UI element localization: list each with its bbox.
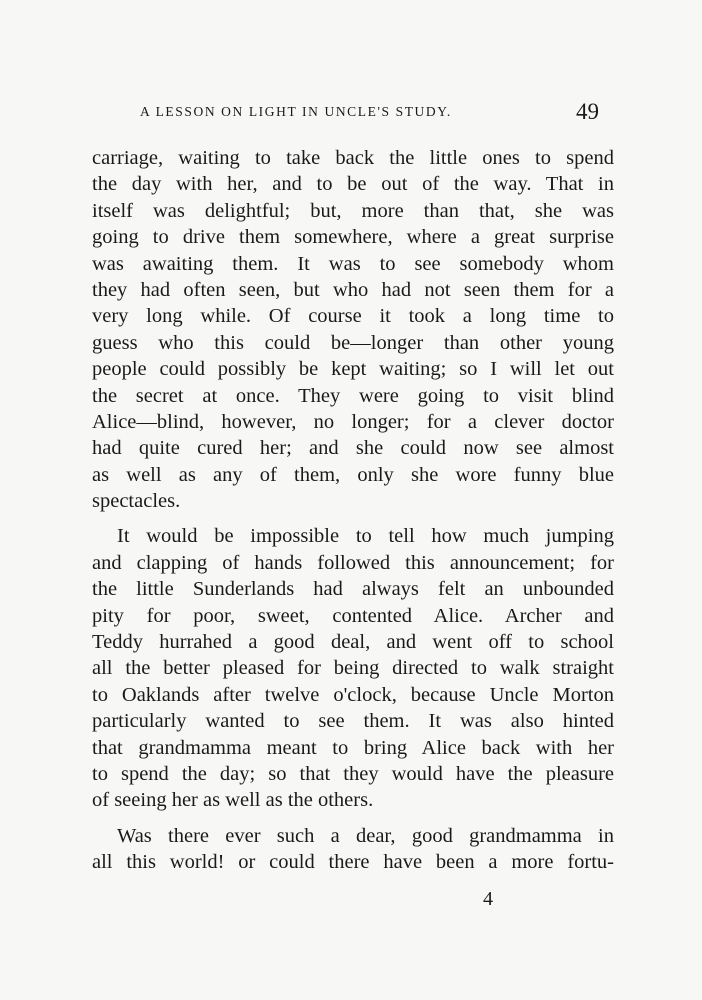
text-line: as well as any of them, only she wore funny blue bbox=[92, 463, 614, 486]
text-line: the secret at once. They were going to visit blind bbox=[92, 384, 614, 407]
text-line: they had often seen, but who had not seen them for a bbox=[92, 278, 614, 301]
text-line: and clapping of hands followed this announcement; for bbox=[92, 551, 614, 574]
text-line: carriage, waiting to take back the little ones to spend bbox=[92, 147, 614, 169]
text-line: It would be impossible to tell how much jumping bbox=[117, 525, 614, 548]
text-line: all this world! or could there have been a more fortu- bbox=[92, 851, 614, 874]
paragraph-gap bbox=[92, 814, 614, 823]
text-line: of seeing her as well as the others. bbox=[92, 789, 374, 812]
text-line: Alice—blind, however, no longer; for a clever doctor bbox=[92, 410, 614, 433]
text-line: particularly wanted to see them. It was also hinted bbox=[92, 710, 614, 733]
text-line: itself was delightful; but, more than that, she was bbox=[92, 199, 614, 222]
running-header: A LESSON ON LIGHT IN UNCLE'S STUDY. bbox=[140, 104, 452, 119]
text-line: people could possibly be kept waiting; so I will let out bbox=[92, 358, 614, 381]
text-line: was awaiting them. It was to see somebody whom bbox=[92, 252, 614, 275]
text-line: to spend the day; so that they would have the pleasure bbox=[92, 762, 614, 785]
paragraph bbox=[92, 823, 614, 876]
text-line: the day with her, and to be out of the way. That in bbox=[92, 173, 614, 196]
text-line: Was there ever such a dear, good grandmamma in bbox=[117, 824, 614, 847]
text-line: all the better pleased for being directed to walk straight bbox=[92, 657, 614, 680]
text-line: spectacles. bbox=[92, 490, 181, 513]
text-line: that grandmamma meant to bring Alice back with her bbox=[92, 736, 614, 759]
text-line: to Oaklands after twelve o'clock, because Uncle Morton bbox=[92, 683, 614, 706]
paragraph bbox=[92, 523, 614, 813]
paragraph-gap bbox=[92, 514, 614, 523]
text-line: Teddy hurrahed a good deal, and went off to school bbox=[92, 631, 614, 654]
paragraph bbox=[92, 145, 614, 514]
text-line: pity for poor, sweet, contented Alice. Archer and bbox=[92, 604, 614, 627]
text-line: guess who this could be—longer than other young bbox=[92, 331, 614, 354]
text-line: had quite cured her; and she could now see almost bbox=[92, 437, 614, 460]
text-line: going to drive them somewhere, where a great surprise bbox=[92, 226, 614, 249]
text-line: the little Sunderlands had always felt an unbounded bbox=[92, 578, 614, 601]
signature-mark: 4 bbox=[483, 888, 493, 910]
text-line: very long while. Of course it took a long time to bbox=[92, 305, 614, 328]
page-body bbox=[92, 145, 614, 876]
page-number: 49 bbox=[576, 99, 599, 124]
